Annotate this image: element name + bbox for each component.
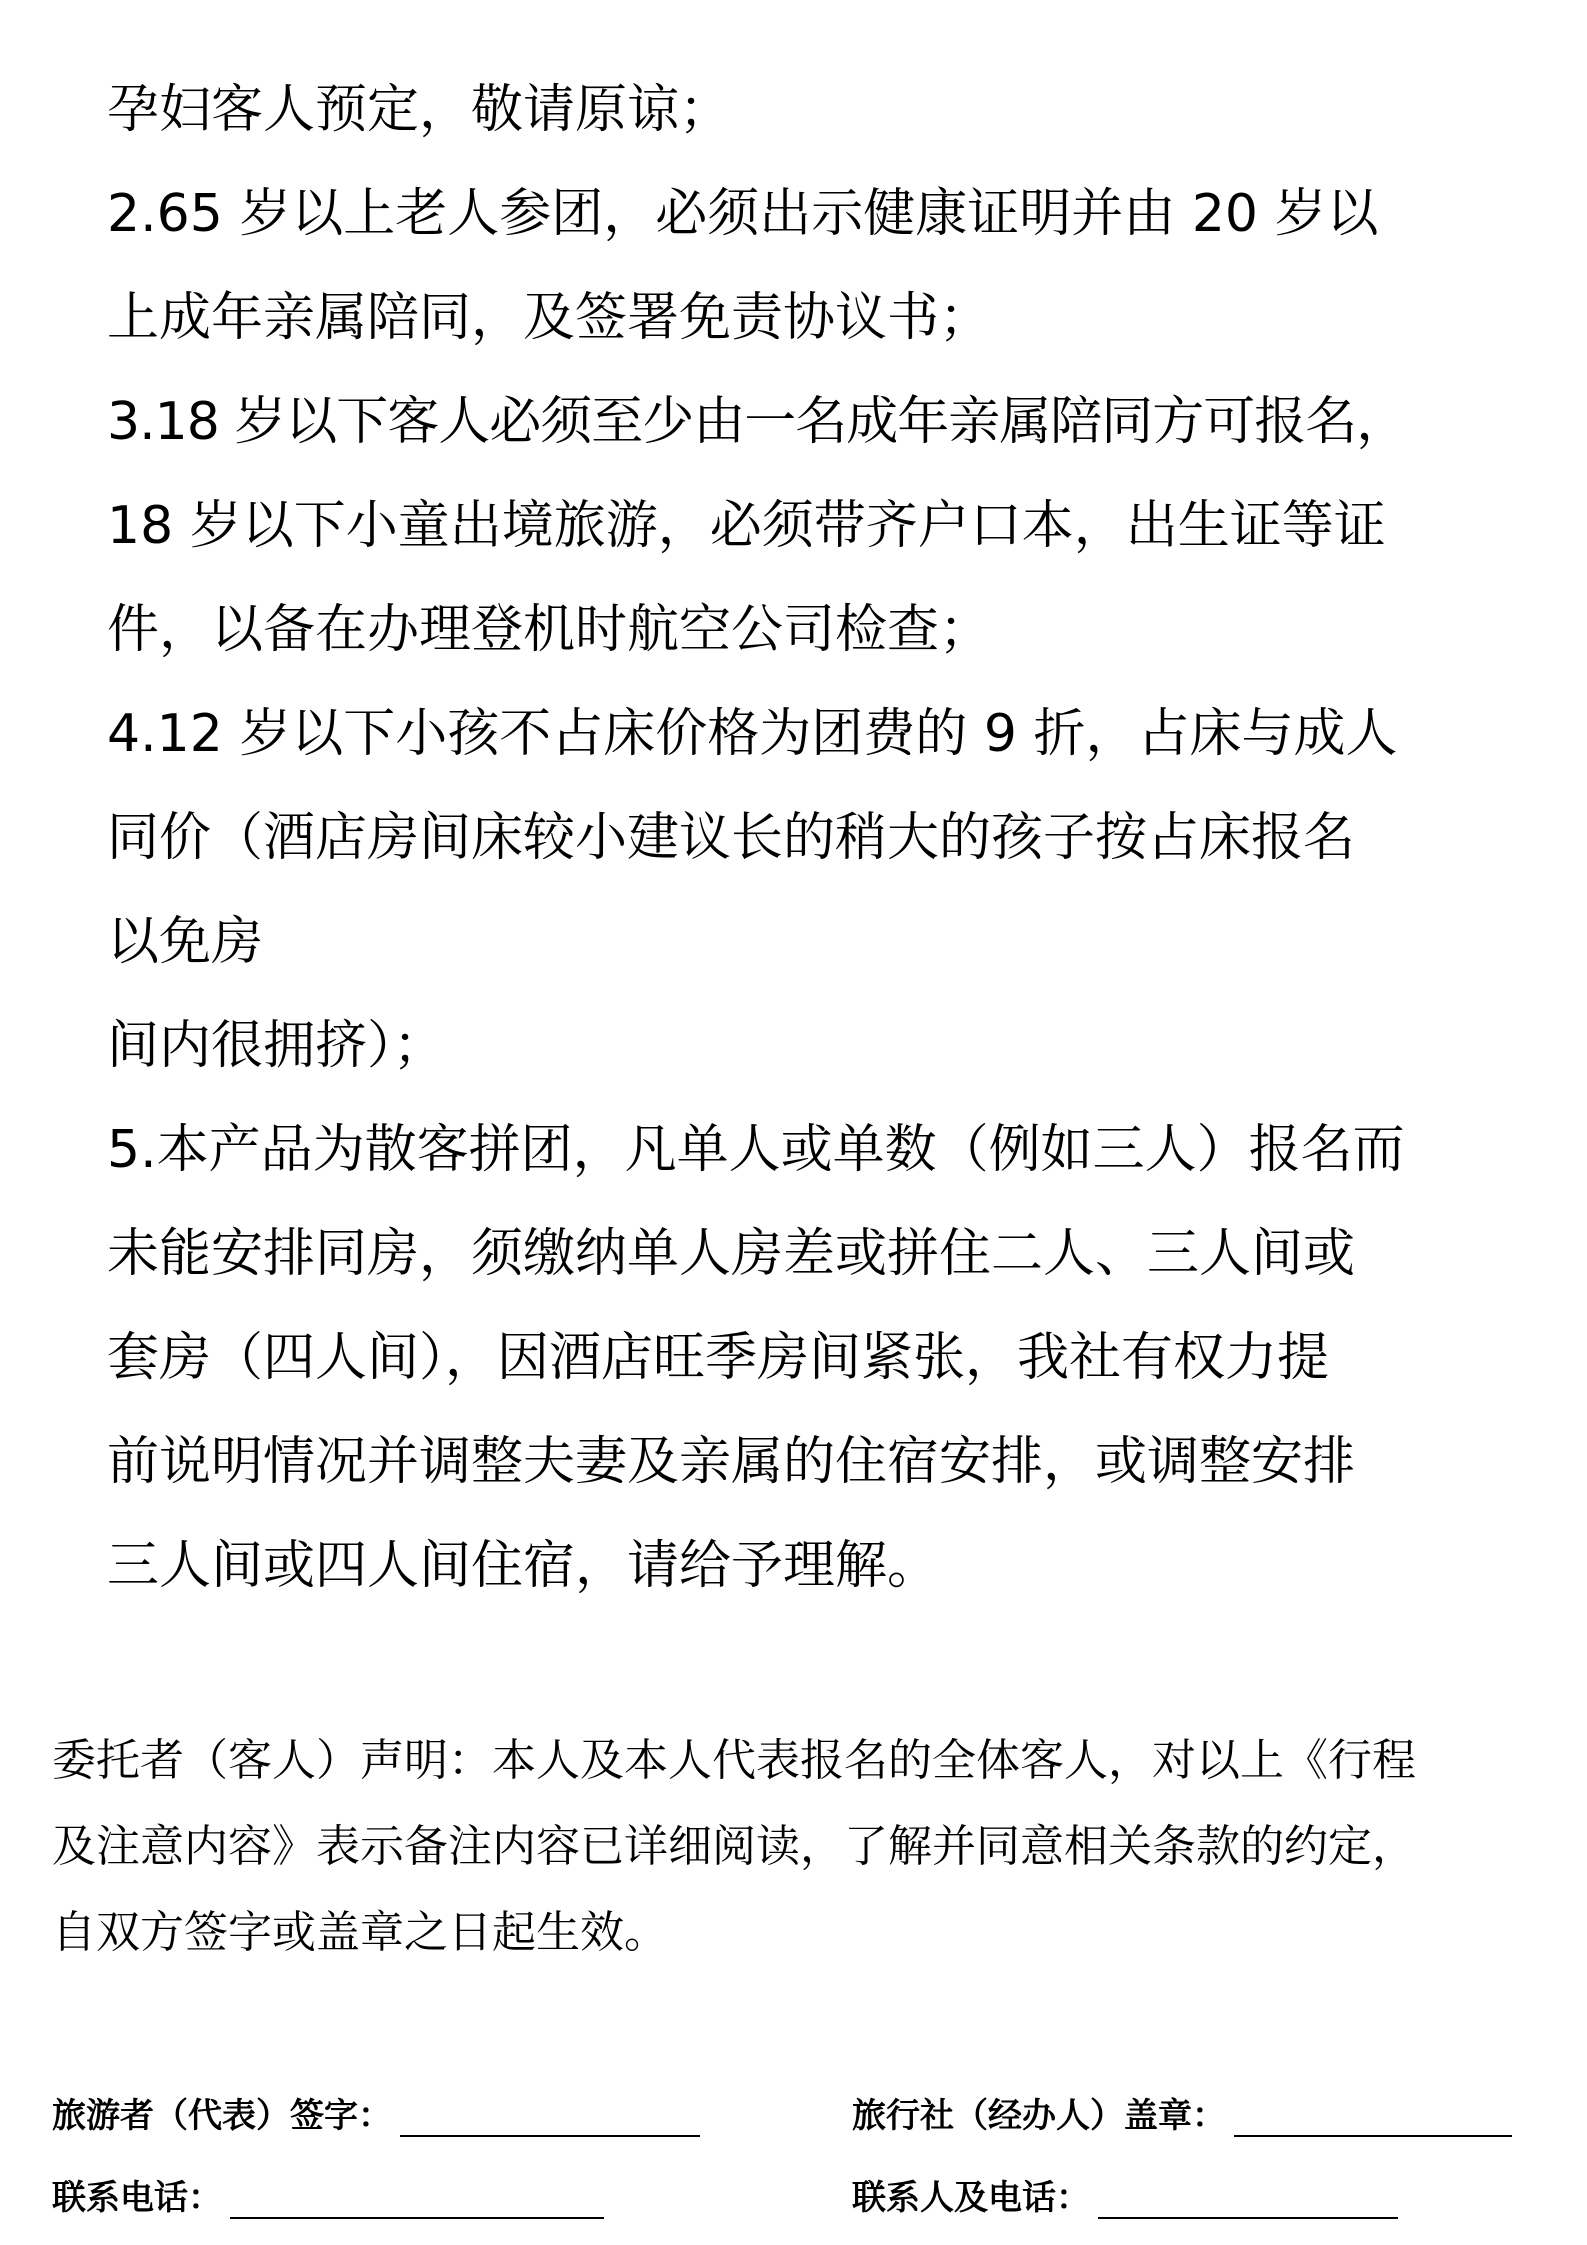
terms-line: 3.18 岁以下客人必须至少由一名成年亲属陪同方可报名， [107,392,1408,452]
contact-person-phone-line[interactable] [1098,2177,1398,2219]
declaration-line: 及注意内容》表示备注内容已详细阅读，了解并同意相关条款的约定， [52,1821,1416,1872]
tourist-signature-label: 旅游者（代表）签字： [52,2096,392,2136]
tourist-signature-field [52,2088,700,2137]
terms-line: 间内很拥挤）； [107,1016,446,1076]
terms-line: 孕妇客人预定，敬请原谅； [107,80,732,140]
tourist-signature-line[interactable] [400,2095,700,2137]
terms-line: 4.12 岁以下小孩不占床价格为团费的 9 折，占床与成人 [107,704,1398,764]
terms-line: 三人间或四人间住宿，请给予理解。 [107,1536,940,1596]
terms-line: 18 岁以下小童出境旅游，必须带齐户口本，出生证等证 [107,496,1386,556]
terms-line: 套房（四人间），因酒店旺季房间紧张，我社有权力提 [107,1328,1330,1388]
client-declaration [52,1718,1562,1976]
contact-phone-label: 联系电话： [52,2178,222,2218]
terms-line: 同价（酒店房间床较小建议长的稍大的孩子按占床报名 [107,808,1356,868]
terms-line: 5.本产品为散客拼团，凡单人或单数（例如三人）报名而 [107,1120,1405,1180]
agency-stamp-line[interactable] [1234,2095,1512,2137]
declaration-line: 委托者（客人）声明：本人及本人代表报名的全体客人，对以上《行程 [52,1735,1416,1786]
contact-phone-field [52,2170,604,2219]
agency-stamp-label: 旅行社（经办人）盖章： [852,2096,1226,2136]
contact-phone-line[interactable] [230,2177,604,2219]
contact-person-phone-field [852,2170,1398,2219]
declaration-line: 自双方签字或盖章之日起生效。 [52,1907,668,1958]
signature-row-2 [52,2170,1552,2230]
signature-row-1 [52,2088,1552,2148]
agency-stamp-field [852,2088,1512,2137]
terms-body [107,58,1557,1618]
terms-line: 上成年亲属陪同，及签署免责协议书； [107,288,992,348]
contact-person-phone-label: 联系人及电话： [852,2178,1090,2218]
terms-line: 未能安排同房，须缴纳单人房差或拼住二人、三人间或 [107,1224,1356,1284]
terms-line: 前说明情况并调整夫妻及亲属的住宿安排，或调整安排 [107,1432,1356,1492]
terms-line: 件，以备在办理登机时航空公司检查； [107,600,992,660]
terms-line: 2.65 岁以上老人参团，必须出示健康证明并由 20 岁以 [107,184,1379,244]
terms-line: 以免房 [107,912,264,972]
